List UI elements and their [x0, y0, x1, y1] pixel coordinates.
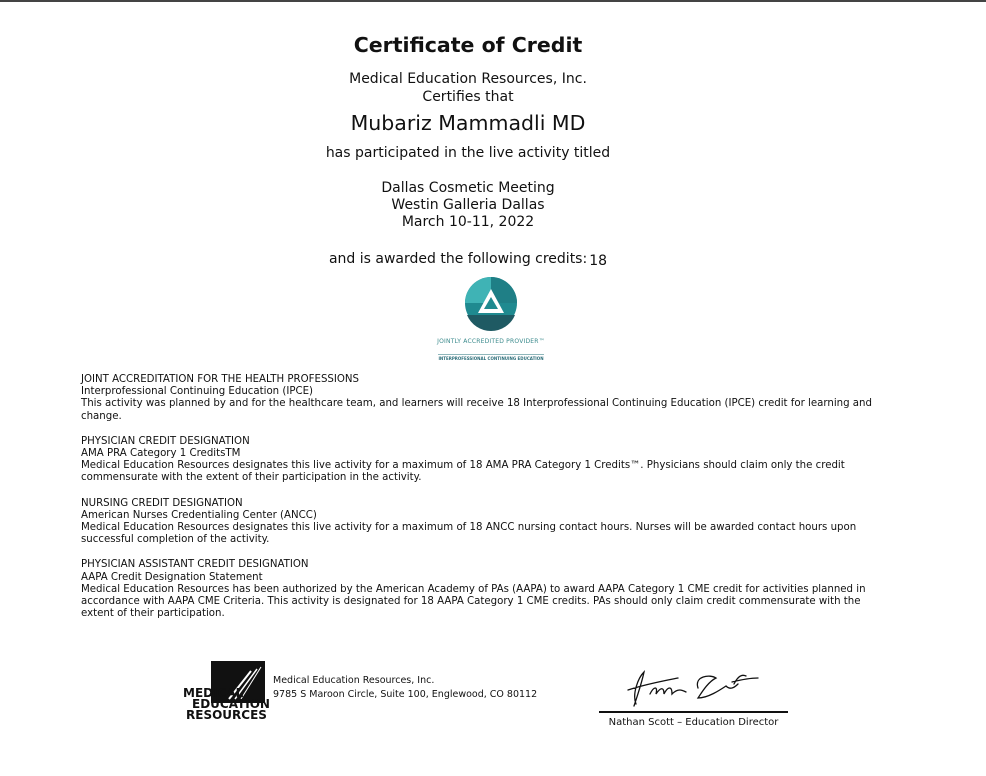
section-subheading: AMA PRA Category 1 CreditsTM: [81, 448, 241, 460]
section-body: This activity was planned by and for the healthcare team, and learners will receive 18 Interprofessional Continuing Education (IPCE) credit for learning and change.: [81, 398, 872, 422]
awarded-text: and is awarded the following credits:: [328, 251, 588, 267]
signatory-name: Nathan Scott – Education Director: [608, 717, 779, 728]
certifies-text: Certifies that: [422, 89, 514, 105]
signature-line: [599, 711, 788, 713]
logo-word-resources: RESOURCES: [186, 708, 267, 722]
section-subheading: American Nurses Credentialing Center (ANCC): [81, 509, 317, 521]
credit-section-nursing: [81, 498, 881, 547]
event-details: [0, 180, 936, 231]
credit-sections: [81, 374, 881, 633]
credit-section-physician: [81, 436, 881, 485]
issuing-organization: Medical Education Resources, Inc.: [349, 71, 587, 87]
credit-count: 18: [589, 253, 608, 269]
joint-accreditation-logo: [426, 275, 556, 364]
accreditation-line2: INTERPROFESSIONAL CONTINUING EDUCATION: [438, 356, 544, 361]
footer-org-name: Medical Education Resources, Inc.: [273, 675, 435, 686]
section-heading: JOINT ACCREDITATION FOR THE HEALTH PROFESSIONS: [81, 374, 359, 385]
logo-word-medical: MEDICAL: [183, 686, 244, 700]
logo-word-education: EDUCATION: [192, 697, 270, 711]
event-venue: Westin Galleria Dallas: [391, 197, 545, 213]
section-heading: NURSING CREDIT DESIGNATION: [81, 497, 243, 509]
event-date: March 10-11, 2022: [401, 214, 535, 230]
section-body: Medical Education Resources designates this live activity for a maximum of 18 ANCC nursing contact hours. Nurses will be awarded contact hours upon successful completion of the activity.: [81, 522, 857, 546]
section-body: Medical Education Resources has been authorized by the American Academy of PAs (AAPA) to award AAPA Category 1 CME credit for activities planned in accordance with AAPA CME Criteria. This activity is designated for 18 AAPA Category 1 CME credits. PAs should only claim credit commensurate with the extent of their participation.: [81, 583, 866, 620]
certificate-title: Certificate of Credit: [353, 33, 583, 57]
event-name: Dallas Cosmetic Meeting: [381, 180, 555, 196]
signature-image: [598, 664, 788, 714]
mer-logo: [181, 661, 271, 721]
footer-address-block: [273, 674, 537, 702]
credit-section-joint: [81, 374, 881, 423]
top-border: [0, 0, 986, 2]
participation-text: has participated in the live activity titled: [325, 145, 611, 161]
credit-section-pa: [81, 559, 881, 620]
jointly-accredited-icon: [462, 275, 520, 331]
section-subheading: AAPA Credit Designation Statement: [81, 571, 263, 583]
awarded-line: [0, 251, 936, 267]
section-heading: PHYSICIAN CREDIT DESIGNATION: [81, 435, 250, 447]
recipient-name: Mubariz Mammadli MD: [350, 111, 586, 135]
section-body: Medical Education Resources designates this live activity for a maximum of 18 AMA PRA Category 1 Credits™. Physicians should claim only the credit commensurate with the extent of their participation in the activity.: [81, 460, 845, 484]
footer-address: 9785 S Maroon Circle, Suite 100, Englewood, CO 80112: [273, 689, 538, 700]
section-subheading: Interprofessional Continuing Education (IPCE): [81, 386, 314, 398]
section-heading: PHYSICIAN ASSISTANT CREDIT DESIGNATION: [81, 559, 309, 571]
accreditation-line1: JOINTLY ACCREDITED PROVIDER™: [437, 338, 545, 345]
